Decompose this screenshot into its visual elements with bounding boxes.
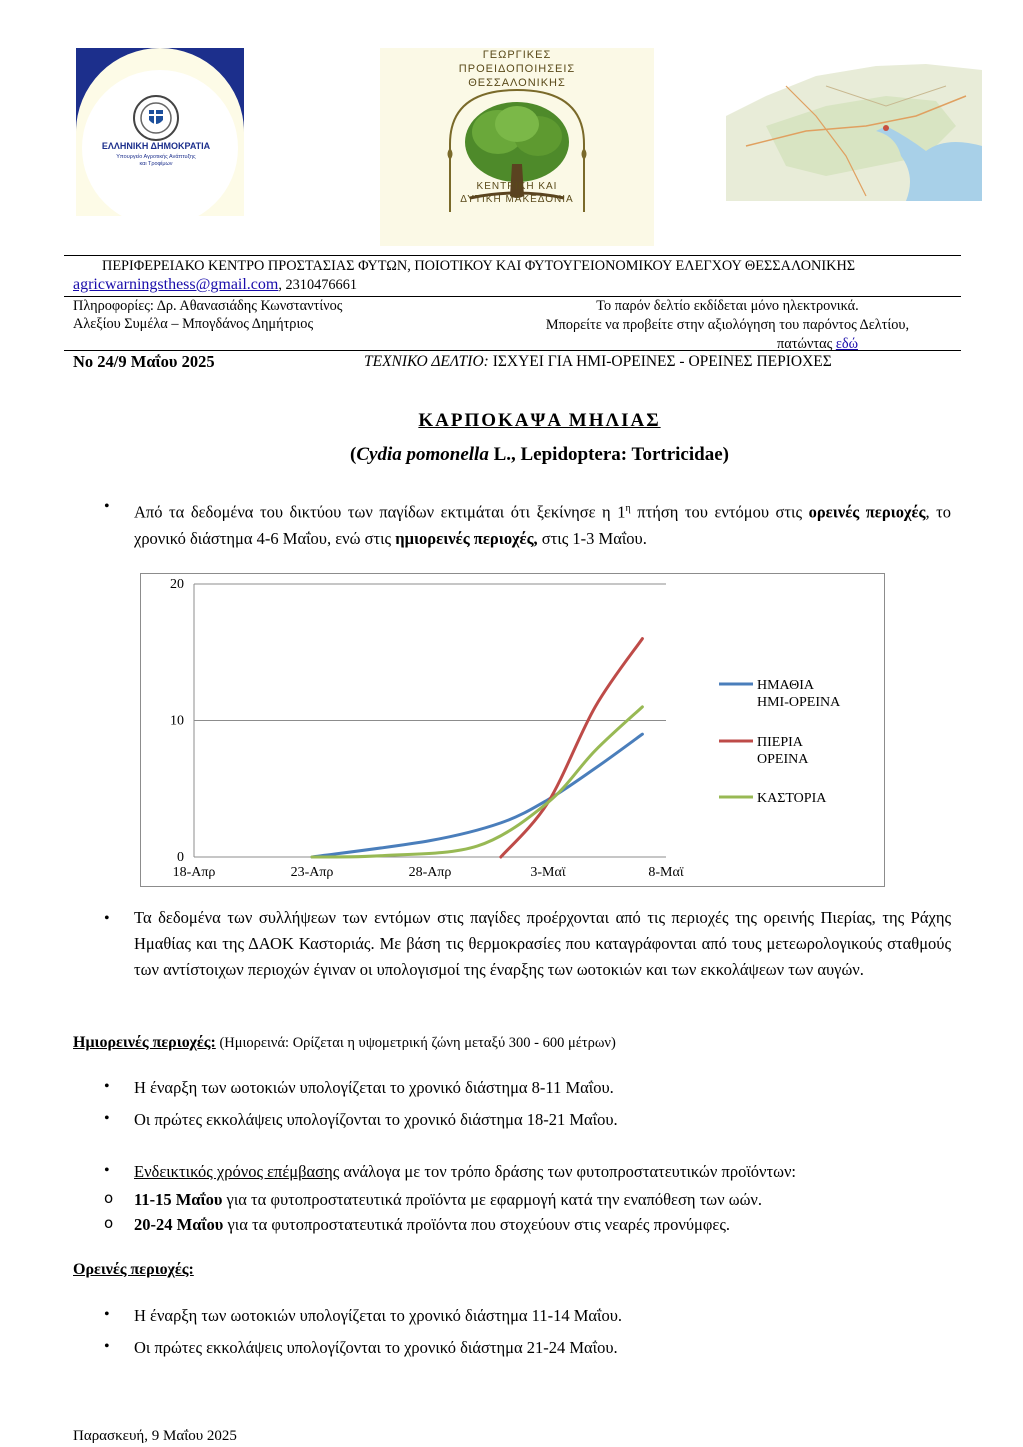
timing-egg-text: για τα φυτοπροστατευτικά προϊόντα με εφαρμογή κατά την εναπόθεση των ωών. [222,1190,763,1209]
bullet-icon: • [104,498,110,515]
bullet-icon: • [104,1162,110,1179]
ministry-logo-subtitle-2: και Τροφίμων [139,161,173,167]
mountain-oviposition: Η έναρξη των ωοτοκιών υπολογίζεται το χρονικό διάστημα 11-14 Μαΐου. [134,1306,622,1325]
legend-label-2: ΚΑΣΤΟΡΙΑ [757,791,827,806]
info-line-1: Πληροφορίες: Δρ. Αθανασιάδης Κωνσταντίνος [73,298,343,314]
mountain-heading: Ορεινές περιοχές: [73,1261,194,1278]
evaluation-prompt: πατώντας [777,336,836,352]
x-tick-label: 18-Απρ [172,865,216,880]
semi-mountain-note: (Ημιορεινά: Ορίζεται η υψομετρική ζώνη μεταξύ 300 - 600 μέτρων) [215,1035,616,1051]
y-tick-label: 20 [170,577,184,592]
logo-mid-bottom-2: ΔΥΤΙΚΗ ΜΑΚΕΔΟΝΙΑ [460,194,574,205]
x-tick-label: 3-Μαϊ [530,865,566,880]
x-tick-label: 28-Απρ [408,865,452,880]
ministry-logo-graphic [76,48,244,216]
intro-part-1: Από τα δεδομένα του δικτύου των παγίδων εκτιμάται ότι ξεκίνησε η 1 [134,502,626,522]
ministry-logo-title: ΕΛΛΗΝΙΚΗ ΔΗΜΟΚΡΑΤΙΑ [101,141,211,151]
circle-bullet-icon: o [104,1214,114,1232]
flight-chart [140,573,885,887]
map-image [726,56,982,201]
region-map [726,56,982,201]
sci-species: Cydia pomonella [356,444,489,465]
electronic-notice: Το παρόν δελτίο εκδίδεται μόνο ηλεκτρονικά. [596,298,859,314]
header-rule-top [64,255,961,256]
info-line-2: Αλεξίου Συμέλα – Μπογδάνος Δημήτριος [73,316,314,332]
issue-number: Νο 24/9 Μαΐου 2025 [73,352,215,371]
sci-classification: L., Lepidoptera: Tortricidae) [488,444,729,465]
timing-rest: ανάλογα με τον τρόπο δράσης των φυτοπροστατευτικών προϊόντων: [339,1162,797,1181]
legend-label-1-line-2: ΟΡΕΙΝΑ [757,752,809,767]
logo-mid-top-3: ΘΕΣΣΑΛΟΝΙΚΗΣ [468,77,566,89]
ministry-logo-subtitle-1: Υπουργείο Αγροτικής Ανάπτυξης [116,154,196,160]
bullet-icon: • [104,1110,110,1127]
flight-start-text [134,496,951,552]
legend-label-1: ΠΙΕΡΙΑ [757,735,803,750]
intro-bold-semi: ημιορεινές περιοχές, [395,528,538,548]
x-tick-label: 8-Μαϊ [648,865,684,880]
footer-date: Παρασκευή, 9 Μαΐου 2025 [73,1428,237,1444]
email-link[interactable]: agricwarningsthess@gmail.com [73,276,279,293]
timing-heading: Ενδεικτικός χρόνος επέμβασης [134,1162,340,1181]
semi-oviposition: Η έναρξη των ωοτοκιών υπολογίζεται το χρονικό διάστημα 8-11 Μαΐου. [134,1078,614,1097]
semi-mountain-heading: Ημιορεινές περιοχές: [73,1034,216,1051]
timing-larva-dates: 20-24 Μαΐου [134,1215,224,1234]
flight-chart-svg [141,574,884,886]
bullet-icon: • [104,1338,110,1355]
intro-bold-mountain: ορεινές περιοχές [808,502,926,522]
sci-open: ( [350,444,357,465]
evaluation-link[interactable]: εδώ [835,336,858,352]
agric-warnings-logo [380,48,654,246]
bullet-icon: • [104,1306,110,1323]
scientific-name [0,444,1023,466]
logo-mid-top-1: ΓΕΩΡΓΙΚΕΣ [482,49,552,61]
phone-number: , 2310476661 [278,277,357,293]
circle-bullet-icon: o [104,1189,114,1207]
bulletin-type: ΤΕΧΝΙΚΟ ΔΕΛΤΙΟ: [364,353,489,370]
center-name: ΠΕΡΙΦΕΡΕΙΑΚΟ ΚΕΝΤΡΟ ΠΡΟΣΤΑΣΙΑΣ ΦΥΤΩΝ, ΠΟΙΟΤΙΚΟΥ ΚΑΙ ΦΥΤΟΥΓΕΙΟΝΟΜΙΚΟΥ ΕΛΕΓΧΟΥ ΘΕΣΣΑΛΟΝΙΚΗΣ [102,258,856,274]
ministry-logo [76,48,244,216]
legend-label-0-line-2: ΗΜΙ-ΟΡΕΙΝΑ [757,695,841,710]
bullet-icon: • [104,1078,110,1095]
series-line-2 [312,707,642,857]
intro-sup: η [625,503,631,514]
timing-egg-dates: 11-15 Μαΐου [134,1190,223,1209]
y-tick-label: 0 [177,850,184,865]
bullet-icon: • [104,910,110,927]
intro-part-4: στις 1-3 Μαΐου. [537,528,647,548]
legend-label-0: ΗΜΑΘΙΑ [757,678,814,693]
mountain-hatching: Οι πρώτες εκκολάψεις υπολογίζονται το χρονικό διάστημα 21-24 Μαΐου. [134,1338,618,1357]
semi-hatching: Οι πρώτες εκκολάψεις υπολογίζονται το χρονικό διάστημα 18-21 Μαΐου. [134,1110,618,1129]
data-source-text: Τα δεδομένα των συλλήψεων των εντόμων στις παγίδες προέρχονται από τις περιοχές της ορεινής Πιερίας, της Ράχης Ημαθίας και της ΔΑΟΚ Καστοριάς. Με βάση τις θερμοκρασίες που καταγράφονται από τους μετεωρολογικούς σταθμούς των αντίστοιχων περιοχών έγιναν οι υπολογισμοί της έναρξης των ωοτοκιών και των εκκολάψεων των αυγών. [134,908,951,979]
y-tick-label: 10 [170,713,184,729]
page-title: ΚΑΡΠΟΚΑΨΑ ΜΗΛΙΑΣ [418,410,661,431]
bulletin-scope: ΙΣΧΥΕΙ ΓΙΑ ΗΜΙ-ΟΡΕΙΝΕΣ - ΟΡΕΙΝΕΣ ΠΕΡΙΟΧΕΣ [488,353,832,370]
intro-part-2: πτήση του εντόμου στις [630,502,809,522]
timing-larva-text: για τα φυτοπροστατευτικά προϊόντα που στοχεύουν στις νεαρές προνύμφες. [223,1215,730,1234]
logo-mid-bottom-1: ΚΕΝΤΡΙΚΗ ΚΑΙ [476,181,558,192]
logo-mid-top-2: ΠΡΟΕΙΔΟΠΟΙΗΣΕΙΣ [458,63,576,75]
header-rule-bottom [64,350,961,351]
evaluation-notice: Μπορείτε να προβείτε στην αξιολόγηση του παρόντος Δελτίου, [545,317,910,333]
x-tick-label: 23-Απρ [290,865,334,880]
intro-part-3: , το χρονικό διάστημα 4-6 Μαΐου, ενώ στις [134,502,952,548]
